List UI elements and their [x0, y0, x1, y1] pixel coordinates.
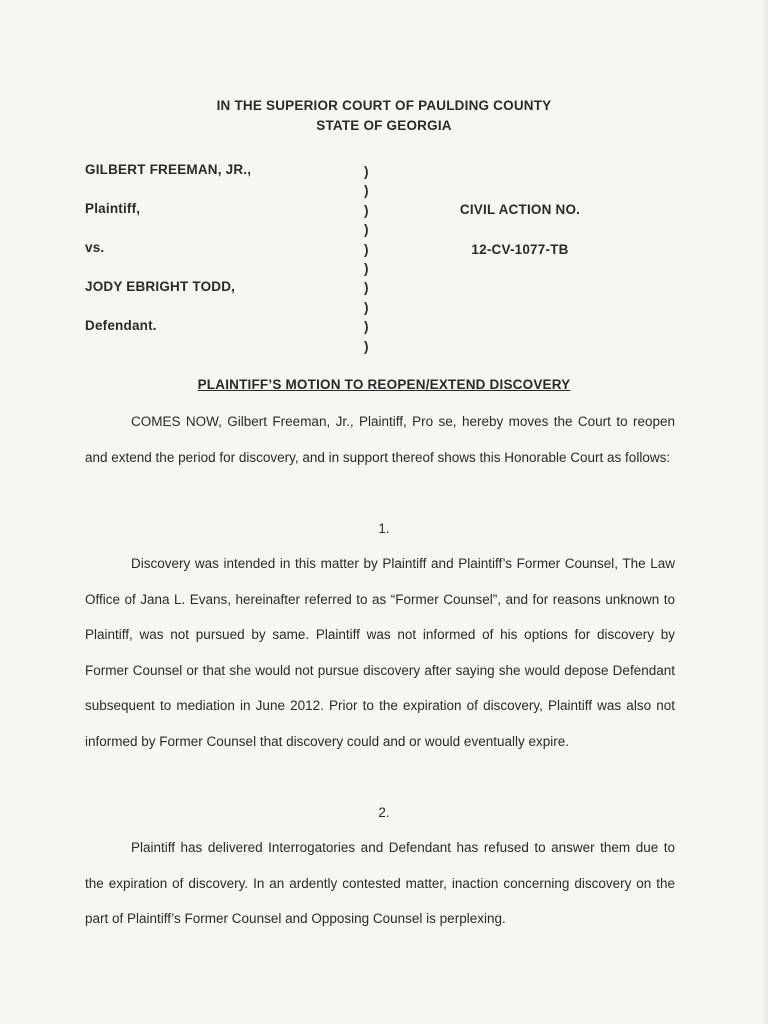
case-caption [0, 158, 768, 358]
case-number: 12-CV-1077-TB [471, 242, 569, 257]
civil-action-label: CIVIL ACTION NO. [459, 202, 581, 217]
caption-paren: ) [364, 241, 369, 257]
state-name: STATE OF GEORGIA [316, 118, 452, 133]
caption-paren: ) [364, 319, 369, 335]
caption-paren: ) [364, 261, 369, 277]
caption-paren: ) [364, 299, 369, 315]
caption-paren: ) [364, 338, 369, 354]
intro-paragraph: COMES NOW, Gilbert Freeman, Jr., Plaintiff, Pro se, hereby moves the Court to reopen and extend the period for discovery, and in support thereof shows this Honorable Court as follows: [85, 414, 675, 465]
caption-paren: ) [364, 280, 369, 296]
section-paragraph: Discovery was intended in this matter by Plaintiff and Plaintiff’s Former Counsel, The Law Office of Jana L. Evans, hereinafter referred to as “Former Counsel”, and for reasons unknown to Plaintiff, was not pursued by same. Plaintiff was not informed of his options for discovery by Former Counsel or that she would not pursue discovery after saying she would depose Defendant subsequent to mediation in June 2012. Prior to the expiration of discovery, Plaintiff was also not informed by Former Counsel that discovery could and or would eventually expire. [85, 556, 675, 749]
court-name: IN THE SUPERIOR COURT OF PAULDING COUNTY [216, 98, 552, 113]
plaintiff-name: GILBERT FREEMAN, JR., [85, 162, 252, 177]
caption-parens [364, 162, 369, 356]
motion-title: PLAINTIFF’S MOTION TO REOPEN/EXTEND DISCOVERY [197, 377, 571, 392]
plaintiff-role: Plaintiff, [85, 201, 141, 216]
versus-label: vs. [85, 240, 105, 255]
caption-paren: ) [364, 164, 369, 179]
section-number: 1. [378, 521, 390, 536]
defendant-role: Defendant. [85, 318, 157, 333]
section-paragraph: Plaintiff has delivered Interrogatories and Defendant has refused to answer them due to the expiration of discovery. In an ardently contested matter, inaction concerning discovery on the part of Plaintiff’s Former Counsel and Opposing Counsel is perplexing. [85, 840, 675, 927]
section-number: 2. [378, 805, 390, 820]
court-header [0, 96, 768, 136]
caption-paren: ) [364, 222, 369, 238]
caption-paren: ) [364, 202, 369, 218]
defendant-name: JODY EBRIGHT TODD, [85, 279, 236, 294]
caption-paren: ) [364, 183, 369, 199]
scan-edge-shadow [762, 0, 768, 1024]
